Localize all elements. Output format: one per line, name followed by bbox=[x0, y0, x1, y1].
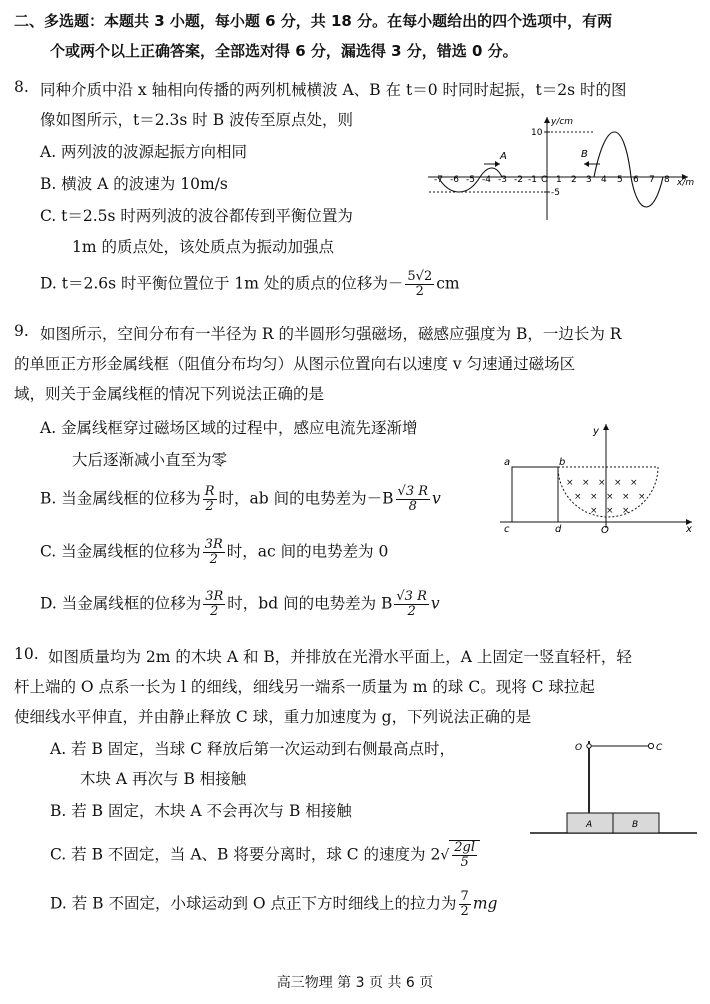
q10-c-text: C. 若 B 不固定，当 A、B 将要分离时，球 C 的速度为 2 bbox=[50, 845, 441, 864]
q9-cross: × bbox=[630, 478, 638, 488]
q9-c-frac-den: 2 bbox=[209, 552, 218, 567]
q9-cross: × bbox=[566, 478, 574, 488]
q8-x-tick: -1 bbox=[528, 175, 537, 185]
q8-x-tick: -4 bbox=[482, 175, 491, 185]
q8-option-d-text: D. t＝2.6s 时平衡位置位于 1m 处的质点的位移为－ bbox=[40, 274, 404, 293]
q8-x-tick: 8 bbox=[664, 175, 670, 185]
q8-wave-b-label: B bbox=[581, 149, 588, 160]
q8-x-tick: -6 bbox=[450, 175, 459, 185]
q10-stem-line3: 使细线水平伸直，并由静止释放 C 球，重力加速度为 g，下列说法正确的是 bbox=[14, 708, 532, 726]
q9-d-den: 2 bbox=[407, 604, 416, 619]
q8-option-c-line2: 1m 的质点处，该处质点为振动加强点 bbox=[72, 238, 334, 256]
q8-stem-line2: 像如图所示，t＝2.3s 时 B 波传至原点处，则 bbox=[40, 111, 354, 129]
q9-label-d: d bbox=[555, 524, 562, 535]
q9-stem-line2: 的单匝正方形金属线框（阻值分布均匀）从图示位置向右以速度 v 匀速通过磁场区 bbox=[14, 355, 576, 373]
q10-d-text: D. 若 B 不固定，小球运动到 O 点正下方时细线上的拉力为 bbox=[50, 894, 457, 913]
q10-option-c bbox=[50, 840, 480, 870]
q9-c-frac-num: 3R bbox=[204, 537, 223, 552]
q8-wave-figure bbox=[420, 115, 695, 225]
q8-option-a: A. 两列波的波源起振方向相同 bbox=[40, 143, 248, 161]
q9-cross: × bbox=[622, 506, 630, 516]
q10-c-den: 5 bbox=[460, 855, 469, 870]
q9-stem-line1: 如图所示，空间分布有一半径为 R 的半圆形匀强磁场，磁感应强度为 B，一边长为 R bbox=[40, 325, 622, 343]
q9-label-c: c bbox=[504, 524, 510, 535]
q8-wave-b-curve bbox=[594, 132, 663, 207]
q9-d-frac-den: 2 bbox=[210, 604, 219, 619]
q8-x-tick: -5 bbox=[466, 175, 475, 185]
q8-d-unit: cm bbox=[436, 274, 460, 293]
q8-x-tick: 6 bbox=[633, 175, 639, 185]
q10-label-b: B bbox=[632, 820, 639, 830]
q10-label-c: C bbox=[656, 743, 663, 753]
q9-c-fraction bbox=[203, 538, 225, 567]
q10-option-d bbox=[50, 890, 497, 919]
section-header-line1: 二、多选题：本题共 3 小题，每小题 6 分，共 18 分。在每小题给出的四个选项中，有两 bbox=[14, 12, 613, 30]
q8-option-d bbox=[40, 270, 460, 299]
q9-d-frac-num: 3R bbox=[205, 589, 224, 604]
q10-stem-line2: 杆上端的 O 点系一长为 l 的细线，细线另一端系一质量为 m 的球 C。现将 C 球拉起 bbox=[14, 678, 595, 696]
q8-option-c-line1: C. t＝2.5s 时两列波的波谷都传到平衡位置为 bbox=[40, 207, 353, 225]
q8-x-tick: 3 bbox=[586, 175, 592, 185]
q9-b-den: 8 bbox=[408, 499, 417, 514]
q10-option-a-line1: A. 若 B 固定，当球 C 释放后第一次运动到右侧最高点时， bbox=[50, 740, 456, 758]
q9-cross: × bbox=[606, 492, 614, 502]
q9-x-label: x bbox=[686, 524, 692, 535]
q9-square-frame bbox=[512, 467, 558, 522]
q9-option-a-line2: 大后逐渐减小直至为零 bbox=[72, 451, 228, 469]
q9-cross: × bbox=[598, 478, 606, 488]
q9-b-frac-den: 2 bbox=[205, 499, 214, 514]
q10-ball-c bbox=[648, 743, 653, 748]
q9-b-fraction bbox=[203, 485, 217, 514]
q9-number: 9. bbox=[14, 322, 29, 340]
q9-option-a-line1: A. 金属线框穿过磁场区域的过程中，感应电流先逐渐增 bbox=[40, 419, 418, 437]
q9-d-text: D. 当金属线框的位移为 bbox=[40, 594, 202, 613]
q8-x-tick: -7 bbox=[434, 175, 443, 185]
q9-option-d bbox=[40, 590, 440, 619]
sqrt-icon: √ bbox=[440, 847, 450, 864]
q8-x-tick: O bbox=[541, 175, 549, 185]
q8-y-label: y/cm bbox=[551, 117, 574, 127]
q9-b-frac-num: R bbox=[204, 484, 215, 499]
q10-label-a: A bbox=[586, 820, 593, 830]
q8-x-tick: 5 bbox=[617, 175, 623, 185]
q8-stem-line1: 同种介质中沿 x 轴相向传播的两列机械横波 A、B 在 t＝0 时同时起振，t＝2s 时的图 bbox=[40, 81, 627, 99]
q9-origin-label: O bbox=[601, 525, 609, 536]
q9-cross: × bbox=[574, 492, 582, 502]
q9-b-text: B. 当金属线框的位移为 bbox=[40, 489, 201, 508]
q9-b-mid: 时，ab 间的电势差为－B bbox=[218, 489, 394, 508]
q10-d-num: 7 bbox=[460, 889, 469, 904]
q9-b-end: v bbox=[432, 489, 441, 508]
q9-c-text: C. 当金属线框的位移为 bbox=[40, 542, 201, 561]
q8-number: 8. bbox=[14, 78, 29, 96]
q10-stem-line1: 如图质量均为 2m 的木块 A 和 B，并排放在光滑水平面上，A 上固定一竖直轻杆，轻 bbox=[48, 648, 632, 666]
q8-x-label: x/m bbox=[677, 178, 695, 188]
q9-d-num: √3 R bbox=[396, 589, 427, 604]
q8-option-d-fraction bbox=[405, 270, 434, 299]
q8-x-tick: 1 bbox=[556, 175, 562, 185]
section-header-line2: 个或两个以上正确答案，全部选对得 6 分，漏选得 3 分，错选 0 分。 bbox=[50, 42, 518, 60]
q10-pendulum-figure bbox=[525, 735, 700, 835]
q8-x-tick: 2 bbox=[571, 175, 577, 185]
q10-option-b: B. 若 B 固定，木块 A 不会再次与 B 相接触 bbox=[50, 802, 352, 820]
q9-cross: × bbox=[638, 492, 646, 502]
q9-stem-line3: 域，则关于金属线框的情况下列说法正确的是 bbox=[14, 385, 325, 403]
q10-c-num: 2gl bbox=[454, 840, 476, 855]
q9-field-figure bbox=[500, 420, 700, 535]
q8-d-den: 2 bbox=[415, 284, 424, 299]
q10-label-o: O bbox=[575, 743, 583, 753]
q9-cross: × bbox=[622, 492, 630, 502]
q10-d-fraction bbox=[459, 890, 471, 919]
q9-d-fraction bbox=[203, 590, 225, 619]
q9-b-fraction2 bbox=[396, 485, 430, 514]
q9-cross: × bbox=[606, 506, 614, 516]
q8-x-tick: -2 bbox=[514, 175, 523, 185]
q10-number: 10. bbox=[14, 645, 39, 663]
q9-c-end: 时，ac 间的电势差为 0 bbox=[226, 542, 389, 561]
q9-option-c bbox=[40, 538, 388, 567]
q8-d-num: 5√2 bbox=[407, 269, 433, 284]
q9-cross: × bbox=[582, 478, 590, 488]
q9-b-num: √3 R bbox=[397, 484, 429, 499]
q9-label-a: a bbox=[504, 457, 511, 468]
q9-cross: × bbox=[590, 506, 598, 516]
q8-x-tick: 7 bbox=[649, 175, 655, 185]
q8-x-tick: 4 bbox=[601, 175, 607, 185]
q8-option-b: B. 横波 A 的波速为 10m/s bbox=[40, 175, 228, 193]
q8-x-tick: -3 bbox=[498, 175, 507, 185]
q10-d-den: 2 bbox=[460, 904, 469, 919]
q9-label-b: b bbox=[559, 457, 566, 468]
q9-cross: × bbox=[614, 478, 622, 488]
q9-y-label: y bbox=[593, 426, 599, 437]
q9-cross: × bbox=[590, 492, 598, 502]
q9-d-end: v bbox=[430, 594, 440, 613]
page-footer: 高三物理 第 3 页 共 6 页 bbox=[276, 975, 434, 991]
q9-d-fraction2 bbox=[394, 590, 428, 619]
q8-y-tick-neg5: -5 bbox=[551, 188, 560, 198]
q8-wave-a-label: A bbox=[500, 151, 507, 162]
q10-option-a-line2: 木块 A 再次与 B 相接触 bbox=[80, 770, 247, 788]
q9-option-b bbox=[40, 485, 441, 514]
q10-d-end: mg bbox=[472, 894, 498, 913]
q9-d-mid: 时，bd 间的电势差为 B bbox=[227, 594, 393, 613]
q8-y-tick-10: 10 bbox=[531, 128, 543, 138]
q10-c-fraction bbox=[452, 841, 477, 870]
